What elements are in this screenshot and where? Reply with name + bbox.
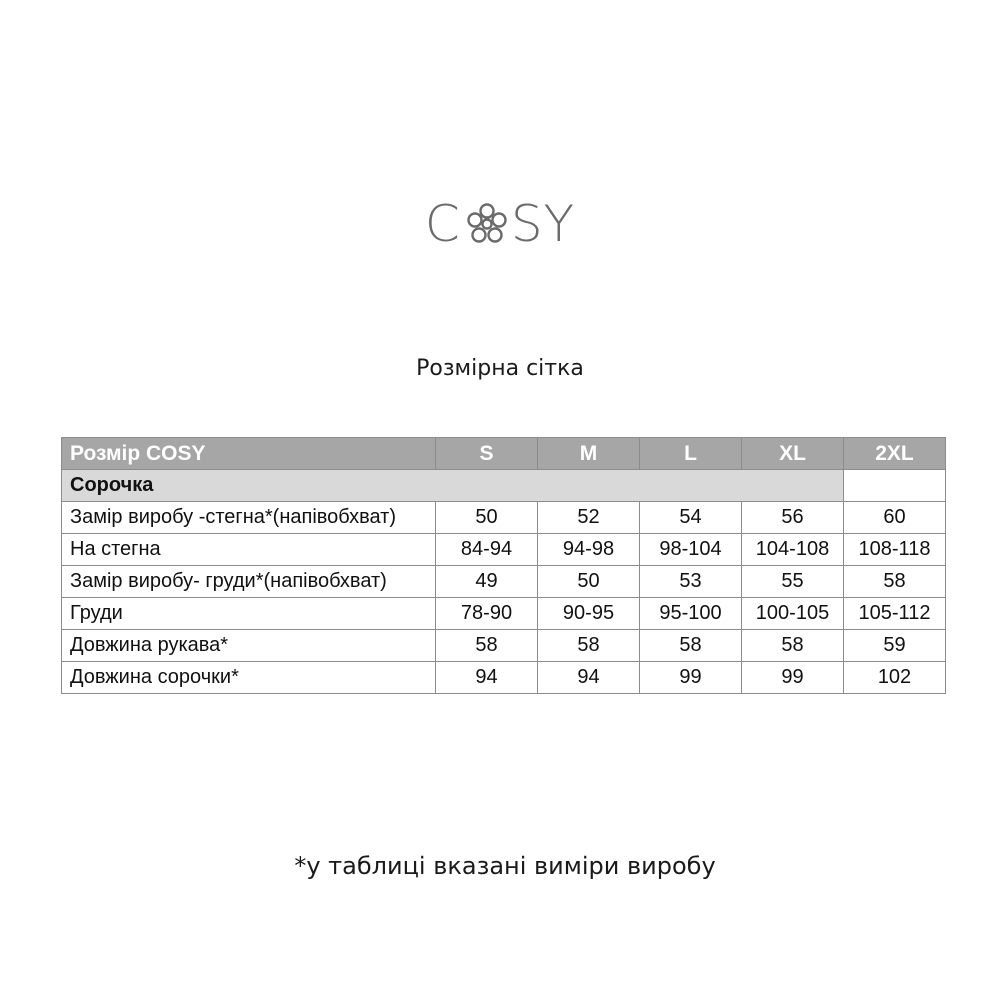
table-cell: 60 [844, 502, 946, 534]
table-row [62, 502, 946, 534]
section-row [62, 470, 946, 502]
table-cell: 54 [640, 502, 742, 534]
table-cell: 56 [742, 502, 844, 534]
table-cell: 58 [640, 630, 742, 662]
page-title: Розмірна сітка [416, 356, 584, 381]
table-row [62, 662, 946, 694]
header-size-m: M [538, 438, 640, 470]
table-cell: 98-104 [640, 534, 742, 566]
table-cell: 94 [538, 662, 640, 694]
table-header-row [62, 438, 946, 470]
row-label: Довжина сорочки* [62, 662, 436, 694]
table-cell: 100-105 [742, 598, 844, 630]
table-cell: 50 [436, 502, 538, 534]
table-cell: 53 [640, 566, 742, 598]
table-cell: 58 [436, 630, 538, 662]
table-cell: 99 [640, 662, 742, 694]
table-cell: 104-108 [742, 534, 844, 566]
table-row [62, 534, 946, 566]
section-label: Сорочка [62, 470, 844, 502]
table-cell: 50 [538, 566, 640, 598]
table-cell: 55 [742, 566, 844, 598]
header-size-label: Розмір COSY [62, 438, 436, 470]
row-label: Довжина рукава* [62, 630, 436, 662]
table-cell: 84-94 [436, 534, 538, 566]
table-cell: 94-98 [538, 534, 640, 566]
header-size-s: S [436, 438, 538, 470]
table-row [62, 598, 946, 630]
row-label: Замір виробу -стегна*(напівобхват) [62, 502, 436, 534]
size-chart-table [61, 437, 946, 694]
table-cell: 95-100 [640, 598, 742, 630]
row-label: Груди [62, 598, 436, 630]
logo-letters-sy: SY [510, 195, 576, 253]
table-cell: 94 [436, 662, 538, 694]
row-label: На стегна [62, 534, 436, 566]
table-cell: 59 [844, 630, 946, 662]
table-cell: 58 [538, 630, 640, 662]
table-cell: 58 [844, 566, 946, 598]
table-cell: 90-95 [538, 598, 640, 630]
table-cell: 49 [436, 566, 538, 598]
table-row [62, 566, 946, 598]
table-cell: 99 [742, 662, 844, 694]
table-cell: 78-90 [436, 598, 538, 630]
footnote: *у таблиці вказані виміри виробу [294, 852, 716, 880]
table-cell: 58 [742, 630, 844, 662]
section-empty-cell [844, 470, 946, 502]
logo-letter-c: C [424, 195, 461, 253]
table-row [62, 630, 946, 662]
flower-logo-icon [464, 198, 510, 250]
table-cell: 52 [538, 502, 640, 534]
header-size-2xl: 2XL [844, 438, 946, 470]
header-size-xl: XL [742, 438, 844, 470]
row-label: Замір виробу- груди*(напівобхват) [62, 566, 436, 598]
table-cell: 105-112 [844, 598, 946, 630]
brand-logo [0, 192, 1000, 256]
table-cell: 108-118 [844, 534, 946, 566]
table-cell: 102 [844, 662, 946, 694]
header-size-l: L [640, 438, 742, 470]
